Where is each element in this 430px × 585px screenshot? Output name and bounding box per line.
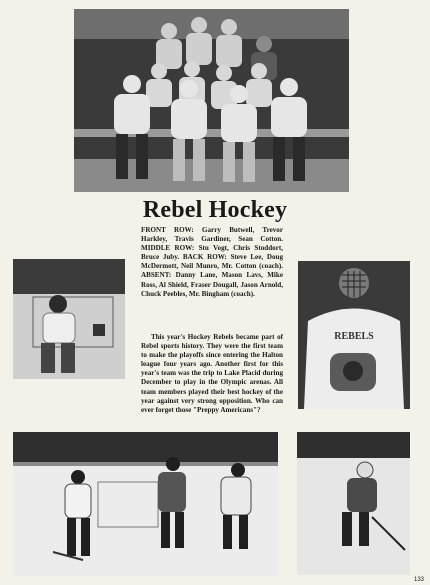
goalie-photo-right <box>298 261 410 409</box>
action-photo-left <box>13 432 278 576</box>
page-title: Rebel Hockey <box>142 197 288 223</box>
action-photo-right <box>297 432 410 575</box>
story-text: This year's Hockey Rebels became part of Rebel sports history. They were the first team to make the playoffs since entering the Halton league four years ago. Another first for this year's team was the trip to Lake Placid during December to play in the Olympic arenas. All team members played their best hockey of the year against very strong opposition. Who can ever forget those "Preppy Americans"? <box>141 333 283 414</box>
roster-caption: FRONT ROW: Garry Butwell, Trevor Harkley, Travis Gardiner, Sean Cotton. MIDDLE ROW: Stu Vogt, Chris Stoddort, Bruce Juby. BACK ROW: Steve Lee, Doug McDermott, Neil Munro, Mr. Cotton (coach). ABSENT: Danny Lane, Mason Lavs, Mike Ross, Al Shield, Fraser Dougall, Jason Arnold, Chuck Peebles, Mr. Bingham (coach). <box>141 226 283 298</box>
jersey-lettering: REBELS <box>334 331 374 342</box>
page-number: 133 <box>413 577 424 583</box>
goalie-photo-left <box>13 259 125 379</box>
team-photo <box>74 9 349 192</box>
